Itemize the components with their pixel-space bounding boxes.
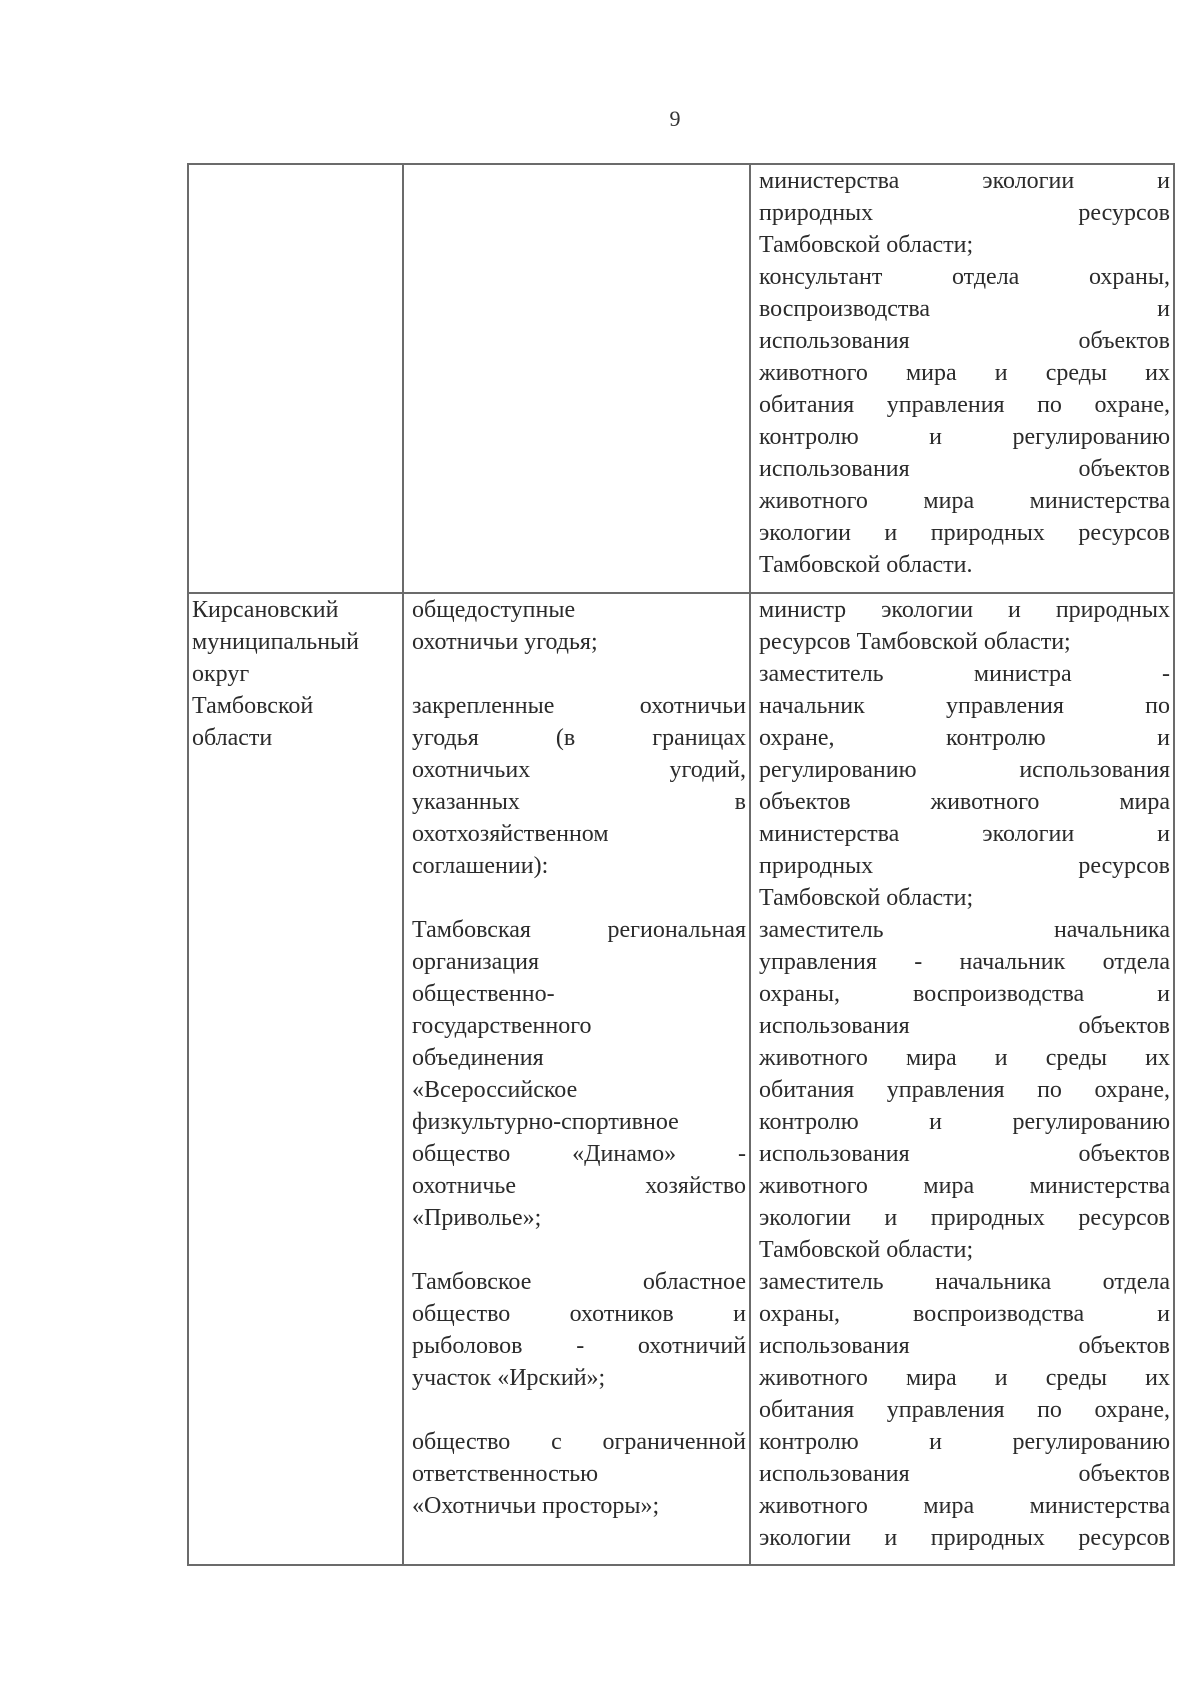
paragraph-spacer <box>412 658 746 690</box>
text-line: Тамбовской области; <box>759 885 974 911</box>
text-line: ресурсов Тамбовской области; <box>759 629 1071 655</box>
text-line: использования объектов <box>759 1461 1170 1487</box>
text-line: животного мира и среды их <box>759 1365 1170 1391</box>
text-line: «Охотничьи просторы»; <box>412 1493 660 1519</box>
text-line: угодья (в границах <box>412 725 746 751</box>
text-line: обитания управления по охране, <box>759 1077 1170 1103</box>
text-line: использования объектов <box>759 1141 1170 1167</box>
document-table <box>187 163 1175 1566</box>
text-line: организация <box>412 949 540 975</box>
text-line: использования объектов <box>759 328 1170 354</box>
paragraph-spacer <box>412 1394 746 1426</box>
text-line: заместитель начальника отдела <box>759 1269 1170 1295</box>
text-line: общество «Динамо» - <box>412 1141 746 1167</box>
text-line: воспроизводства и <box>759 296 1170 322</box>
text-line: охраны, воспроизводства и <box>759 1301 1170 1327</box>
text-line: экологии и природных ресурсов <box>759 520 1170 546</box>
page-number: 9 <box>669 106 681 131</box>
text-line: физкультурно-спортивное <box>412 1109 679 1135</box>
text-line: объектов животного мира <box>759 789 1170 815</box>
text-line: общественно- <box>412 981 555 1007</box>
text-line: управления - начальник отдела <box>759 949 1170 975</box>
text-line: закрепленные охотничьи <box>412 693 746 719</box>
text-line: охраны, воспроизводства и <box>759 981 1170 1007</box>
text-line: округ <box>192 661 250 687</box>
text-line: охотхозяйственном <box>412 821 609 847</box>
text-line: министр экологии и природных <box>759 597 1170 623</box>
text-line: обитания управления по охране, <box>759 392 1170 418</box>
text-line: общество с ограниченной <box>412 1429 746 1455</box>
paragraph-spacer <box>412 1234 746 1266</box>
text-line: участок «Ирский»; <box>412 1365 606 1391</box>
text-line: использования объектов <box>759 1333 1170 1359</box>
text-line: ответственностью <box>412 1461 599 1487</box>
text-line: животного мира министерства <box>759 1493 1170 1519</box>
text-line: охране, контролю и <box>759 725 1170 751</box>
text-line: государственного <box>412 1013 592 1039</box>
text-line: контролю и регулированию <box>759 1429 1170 1455</box>
text-line: контролю и регулированию <box>759 1109 1170 1135</box>
text-line: министерства экологии и <box>759 821 1170 847</box>
text-line: обитания управления по охране, <box>759 1397 1170 1423</box>
text-line: охотничьи угодья; <box>412 629 598 655</box>
text-line: Тамбовской <box>192 693 314 719</box>
text-line: Тамбовская региональная <box>412 917 746 943</box>
text-line: заместитель начальника <box>759 917 1170 943</box>
text-line: охотничьих угодий, <box>412 757 746 783</box>
text-line: области <box>192 725 273 751</box>
text-line: охотничье хозяйство <box>412 1173 746 1199</box>
text-line: общество охотников и <box>412 1301 746 1327</box>
text-line: «Приволье»; <box>412 1205 542 1231</box>
text-line: животного мира министерства <box>759 1173 1170 1199</box>
text-line: общедоступные <box>412 597 576 623</box>
officials-cell <box>750 164 1174 593</box>
text-line: министерства экологии и <box>759 168 1170 194</box>
officials-cell <box>750 593 1174 1565</box>
text-line: Тамбовской области; <box>759 232 974 258</box>
text-line: соглашении): <box>412 853 549 879</box>
district-cell <box>188 164 403 593</box>
text-line: животного мира и среды их <box>759 1045 1170 1071</box>
district-cell <box>188 593 403 1565</box>
text-line: регулированию использования <box>759 757 1170 783</box>
text-line: консультант отдела охраны, <box>759 264 1170 290</box>
text-line: «Всероссийское <box>412 1077 578 1103</box>
text-line: животного мира министерства <box>759 488 1170 514</box>
table-row <box>188 164 1174 593</box>
text-line: животного мира и среды их <box>759 360 1170 386</box>
text-line: муниципальный <box>192 629 360 655</box>
text-line: заместитель министра - <box>759 661 1170 687</box>
text-line: рыболовов - охотничий <box>412 1333 746 1359</box>
text-line: природных ресурсов <box>759 200 1170 226</box>
text-line: экологии и природных ресурсов <box>759 1525 1170 1551</box>
text-line: указанных в <box>412 789 746 815</box>
text-line: природных ресурсов <box>759 853 1170 879</box>
text-line: экологии и природных ресурсов <box>759 1205 1170 1231</box>
hunting-grounds-cell <box>403 164 750 593</box>
text-line: Тамбовской области. <box>759 552 973 578</box>
paragraph-spacer <box>412 882 746 914</box>
table-row <box>188 593 1174 1565</box>
text-line: начальник управления по <box>759 693 1170 719</box>
text-line: Тамбовское областное <box>412 1269 746 1295</box>
text-line: контролю и регулированию <box>759 424 1170 450</box>
text-line: Кирсановский <box>192 597 339 623</box>
text-line: Тамбовской области; <box>759 1237 974 1263</box>
text-line: использования объектов <box>759 1013 1170 1039</box>
text-line: использования объектов <box>759 456 1170 482</box>
hunting-grounds-cell <box>403 593 750 1565</box>
text-line: объединения <box>412 1045 544 1071</box>
